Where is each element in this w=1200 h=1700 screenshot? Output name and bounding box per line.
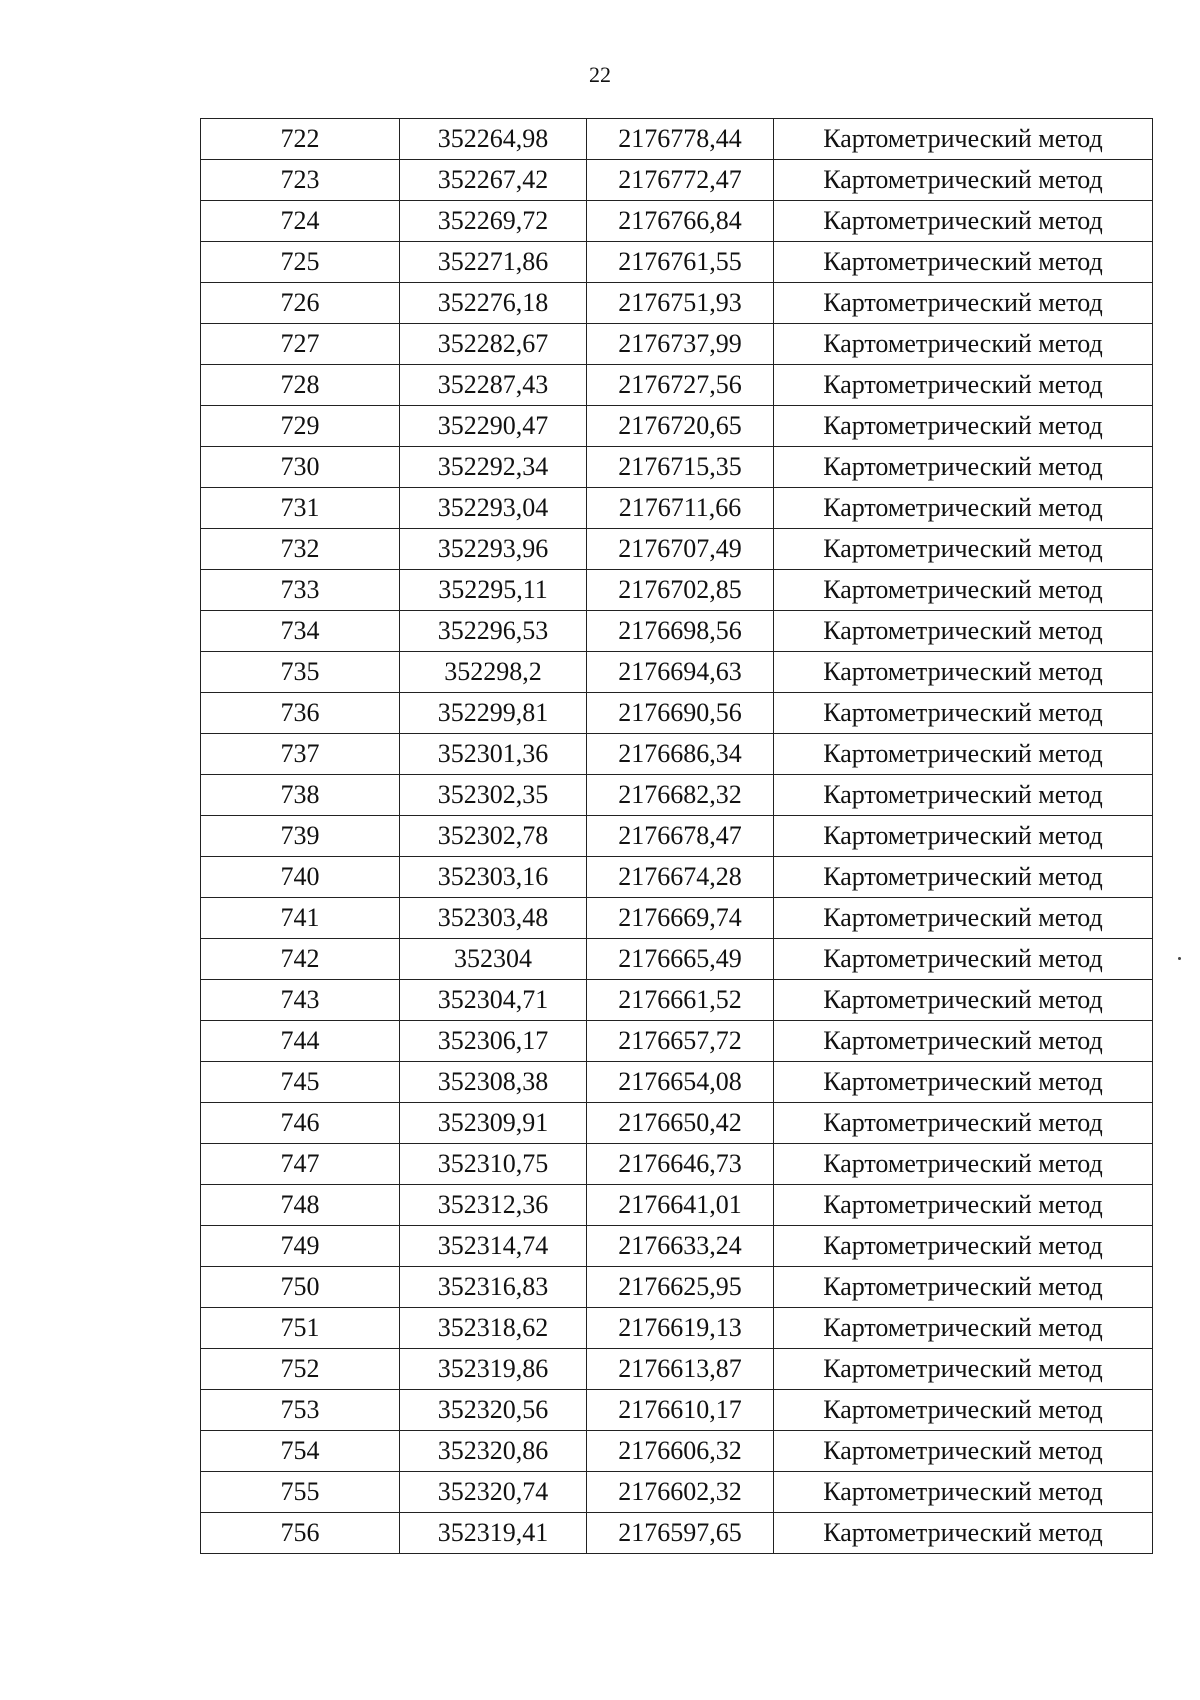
method-cell: Картометрический метод (774, 119, 1153, 160)
method-cell: Картометрический метод (774, 1062, 1153, 1103)
point-number-cell: 726 (201, 283, 400, 324)
method-cell: Картометрический метод (774, 857, 1153, 898)
x-coordinate-cell: 352267,42 (400, 160, 587, 201)
method-cell: Картометрический метод (774, 365, 1153, 406)
table-row (201, 365, 1153, 406)
y-coordinate-cell: 2176715,35 (587, 447, 774, 488)
table-row (201, 488, 1153, 529)
table-row (201, 1144, 1153, 1185)
y-coordinate-cell: 2176610,17 (587, 1390, 774, 1431)
y-coordinate-cell: 2176602,32 (587, 1472, 774, 1513)
table-row (201, 980, 1153, 1021)
table-row (201, 570, 1153, 611)
point-number-cell: 742 (201, 939, 400, 980)
y-coordinate-cell: 2176661,52 (587, 980, 774, 1021)
y-coordinate-cell: 2176751,93 (587, 283, 774, 324)
method-cell: Картометрический метод (774, 570, 1153, 611)
point-number-cell: 730 (201, 447, 400, 488)
x-coordinate-cell: 352310,75 (400, 1144, 587, 1185)
point-number-cell: 728 (201, 365, 400, 406)
table-row (201, 1185, 1153, 1226)
x-coordinate-cell: 352292,34 (400, 447, 587, 488)
table-row (201, 775, 1153, 816)
table-row (201, 201, 1153, 242)
point-number-cell: 745 (201, 1062, 400, 1103)
x-coordinate-cell: 352304,71 (400, 980, 587, 1021)
point-number-cell: 750 (201, 1267, 400, 1308)
x-coordinate-cell: 352303,16 (400, 857, 587, 898)
point-number-cell: 736 (201, 693, 400, 734)
x-coordinate-cell: 352316,83 (400, 1267, 587, 1308)
point-number-cell: 738 (201, 775, 400, 816)
x-coordinate-cell: 352309,91 (400, 1103, 587, 1144)
table-row (201, 1267, 1153, 1308)
table-row (201, 1062, 1153, 1103)
point-number-cell: 729 (201, 406, 400, 447)
x-coordinate-cell: 352276,18 (400, 283, 587, 324)
method-cell: Картометрический метод (774, 242, 1153, 283)
y-coordinate-cell: 2176766,84 (587, 201, 774, 242)
table-row (201, 447, 1153, 488)
y-coordinate-cell: 2176694,63 (587, 652, 774, 693)
y-coordinate-cell: 2176613,87 (587, 1349, 774, 1390)
x-coordinate-cell: 352271,86 (400, 242, 587, 283)
y-coordinate-cell: 2176711,66 (587, 488, 774, 529)
method-cell: Картометрический метод (774, 939, 1153, 980)
point-number-cell: 743 (201, 980, 400, 1021)
x-coordinate-cell: 352293,96 (400, 529, 587, 570)
y-coordinate-cell: 2176650,42 (587, 1103, 774, 1144)
table-row (201, 1226, 1153, 1267)
table-row (201, 529, 1153, 570)
point-number-cell: 746 (201, 1103, 400, 1144)
table-row (201, 939, 1153, 980)
point-number-cell: 724 (201, 201, 400, 242)
point-number-cell: 752 (201, 1349, 400, 1390)
y-coordinate-cell: 2176669,74 (587, 898, 774, 939)
table-row (201, 611, 1153, 652)
point-number-cell: 751 (201, 1308, 400, 1349)
method-cell: Картометрический метод (774, 1390, 1153, 1431)
method-cell: Картометрический метод (774, 652, 1153, 693)
y-coordinate-cell: 2176646,73 (587, 1144, 774, 1185)
table-row (201, 693, 1153, 734)
point-number-cell: 753 (201, 1390, 400, 1431)
method-cell: Картометрический метод (774, 734, 1153, 775)
x-coordinate-cell: 352264,98 (400, 119, 587, 160)
x-coordinate-cell: 352304 (400, 939, 587, 980)
point-number-cell: 755 (201, 1472, 400, 1513)
x-coordinate-cell: 352320,56 (400, 1390, 587, 1431)
point-number-cell: 747 (201, 1144, 400, 1185)
table-body (201, 119, 1153, 1554)
method-cell: Картометрический метод (774, 1185, 1153, 1226)
method-cell: Картометрический метод (774, 488, 1153, 529)
x-coordinate-cell: 352319,86 (400, 1349, 587, 1390)
y-coordinate-cell: 2176641,01 (587, 1185, 774, 1226)
y-coordinate-cell: 2176727,56 (587, 365, 774, 406)
point-number-cell: 756 (201, 1513, 400, 1554)
point-number-cell: 740 (201, 857, 400, 898)
y-coordinate-cell: 2176597,65 (587, 1513, 774, 1554)
method-cell: Картометрический метод (774, 1144, 1153, 1185)
method-cell: Картометрический метод (774, 406, 1153, 447)
point-number-cell: 739 (201, 816, 400, 857)
table-row (201, 1349, 1153, 1390)
y-coordinate-cell: 2176686,34 (587, 734, 774, 775)
point-number-cell: 749 (201, 1226, 400, 1267)
method-cell: Картометрический метод (774, 529, 1153, 570)
method-cell: Картометрический метод (774, 1349, 1153, 1390)
x-coordinate-cell: 352312,36 (400, 1185, 587, 1226)
point-number-cell: 732 (201, 529, 400, 570)
method-cell: Картометрический метод (774, 1103, 1153, 1144)
point-number-cell: 727 (201, 324, 400, 365)
method-cell: Картометрический метод (774, 283, 1153, 324)
x-coordinate-cell: 352293,04 (400, 488, 587, 529)
table-row (201, 1431, 1153, 1472)
x-coordinate-cell: 352320,86 (400, 1431, 587, 1472)
x-coordinate-cell: 352282,67 (400, 324, 587, 365)
x-coordinate-cell: 352302,78 (400, 816, 587, 857)
method-cell: Картометрический метод (774, 816, 1153, 857)
y-coordinate-cell: 2176654,08 (587, 1062, 774, 1103)
point-number-cell: 735 (201, 652, 400, 693)
coordinates-table (200, 118, 1153, 1554)
method-cell: Картометрический метод (774, 611, 1153, 652)
x-coordinate-cell: 352306,17 (400, 1021, 587, 1062)
method-cell: Картометрический метод (774, 898, 1153, 939)
table-row (201, 1472, 1153, 1513)
method-cell: Картометрический метод (774, 1431, 1153, 1472)
y-coordinate-cell: 2176674,28 (587, 857, 774, 898)
table-row (201, 734, 1153, 775)
table-row (201, 160, 1153, 201)
point-number-cell: 754 (201, 1431, 400, 1472)
y-coordinate-cell: 2176702,85 (587, 570, 774, 611)
y-coordinate-cell: 2176682,32 (587, 775, 774, 816)
table-row (201, 652, 1153, 693)
y-coordinate-cell: 2176619,13 (587, 1308, 774, 1349)
y-coordinate-cell: 2176772,47 (587, 160, 774, 201)
table-row (201, 324, 1153, 365)
x-coordinate-cell: 352303,48 (400, 898, 587, 939)
table-row (201, 242, 1153, 283)
y-coordinate-cell: 2176761,55 (587, 242, 774, 283)
x-coordinate-cell: 352301,36 (400, 734, 587, 775)
method-cell: Картометрический метод (774, 980, 1153, 1021)
point-number-cell: 731 (201, 488, 400, 529)
x-coordinate-cell: 352287,43 (400, 365, 587, 406)
y-coordinate-cell: 2176665,49 (587, 939, 774, 980)
method-cell: Картометрический метод (774, 1308, 1153, 1349)
y-coordinate-cell: 2176678,47 (587, 816, 774, 857)
x-coordinate-cell: 352295,11 (400, 570, 587, 611)
x-coordinate-cell: 352269,72 (400, 201, 587, 242)
table-row (201, 1308, 1153, 1349)
point-number-cell: 741 (201, 898, 400, 939)
table-row (201, 1021, 1153, 1062)
y-coordinate-cell: 2176690,56 (587, 693, 774, 734)
method-cell: Картометрический метод (774, 1513, 1153, 1554)
method-cell: Картометрический метод (774, 201, 1153, 242)
scan-speck (1178, 957, 1181, 960)
x-coordinate-cell: 352302,35 (400, 775, 587, 816)
method-cell: Картометрический метод (774, 775, 1153, 816)
y-coordinate-cell: 2176633,24 (587, 1226, 774, 1267)
x-coordinate-cell: 352299,81 (400, 693, 587, 734)
table-row (201, 406, 1153, 447)
method-cell: Картометрический метод (774, 447, 1153, 488)
method-cell: Картометрический метод (774, 324, 1153, 365)
table-row (201, 898, 1153, 939)
method-cell: Картометрический метод (774, 693, 1153, 734)
y-coordinate-cell: 2176606,32 (587, 1431, 774, 1472)
y-coordinate-cell: 2176698,56 (587, 611, 774, 652)
table-row (201, 1103, 1153, 1144)
table-row (201, 857, 1153, 898)
table-row (201, 119, 1153, 160)
y-coordinate-cell: 2176657,72 (587, 1021, 774, 1062)
x-coordinate-cell: 352290,47 (400, 406, 587, 447)
page-number: 22 (589, 62, 611, 87)
table-row (201, 1513, 1153, 1554)
x-coordinate-cell: 352298,2 (400, 652, 587, 693)
table-row (201, 1390, 1153, 1431)
y-coordinate-cell: 2176778,44 (587, 119, 774, 160)
x-coordinate-cell: 352296,53 (400, 611, 587, 652)
method-cell: Картометрический метод (774, 160, 1153, 201)
point-number-cell: 744 (201, 1021, 400, 1062)
method-cell: Картометрический метод (774, 1472, 1153, 1513)
point-number-cell: 723 (201, 160, 400, 201)
method-cell: Картометрический метод (774, 1226, 1153, 1267)
point-number-cell: 725 (201, 242, 400, 283)
point-number-cell: 734 (201, 611, 400, 652)
y-coordinate-cell: 2176625,95 (587, 1267, 774, 1308)
method-cell: Картометрический метод (774, 1267, 1153, 1308)
point-number-cell: 722 (201, 119, 400, 160)
x-coordinate-cell: 352320,74 (400, 1472, 587, 1513)
x-coordinate-cell: 352314,74 (400, 1226, 587, 1267)
point-number-cell: 748 (201, 1185, 400, 1226)
y-coordinate-cell: 2176720,65 (587, 406, 774, 447)
table-row (201, 283, 1153, 324)
x-coordinate-cell: 352318,62 (400, 1308, 587, 1349)
x-coordinate-cell: 352319,41 (400, 1513, 587, 1554)
table-row (201, 816, 1153, 857)
y-coordinate-cell: 2176707,49 (587, 529, 774, 570)
method-cell: Картометрический метод (774, 1021, 1153, 1062)
point-number-cell: 737 (201, 734, 400, 775)
x-coordinate-cell: 352308,38 (400, 1062, 587, 1103)
point-number-cell: 733 (201, 570, 400, 611)
y-coordinate-cell: 2176737,99 (587, 324, 774, 365)
